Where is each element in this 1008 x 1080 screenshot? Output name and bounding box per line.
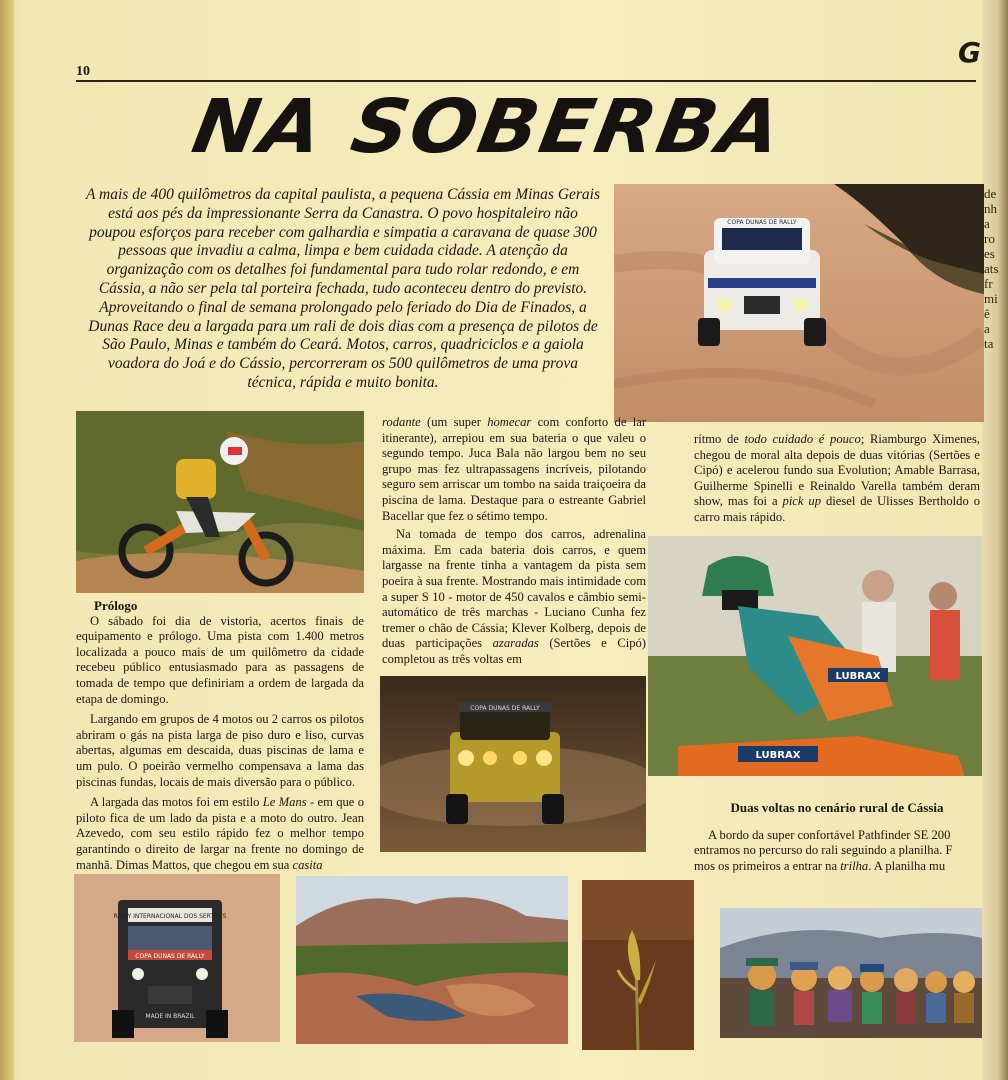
paragraph: A bordo da super confortável Pathfinder SE 200 [708, 827, 951, 842]
headline: NA SOBERBA [186, 84, 790, 170]
photo-rally-car-dirt [614, 184, 984, 422]
column-2 [382, 415, 646, 668]
emphasis: pick up [782, 494, 822, 509]
page-right-edge [982, 0, 1008, 1080]
text-run: (um super [420, 415, 488, 429]
edge-word: mi [984, 291, 998, 306]
photo-jeep-night [380, 676, 646, 852]
edge-word: a [984, 321, 990, 336]
paragraph [382, 527, 646, 667]
next-page-fragment [984, 186, 1008, 351]
edge-word: ê [984, 306, 990, 321]
truck-front-banner: COPA DUNAS DE RALLY [135, 953, 205, 960]
paragraph: Largando em grupos de 4 motos ou 2 carros os pilotos abriram o gás na pista larga de piso duro e liso, curvas abertas, algumas em descaida, duas piscinas de lama e um pulo. O poeirão vermelho compensava a lama das piscinas fundas, locais de mais diversão para o público. [76, 712, 364, 789]
column-1 [76, 598, 364, 873]
emphasis: azaradas [492, 636, 539, 651]
edge-word: de [984, 186, 997, 201]
photo-wild-plant [582, 880, 694, 1050]
text-run: . A planilha mu [868, 858, 946, 873]
paragraph [382, 415, 646, 524]
intro-paragraph: A mais de 400 quilômetros da capital paulista, a pequena Cássia em Minas Gerais está aos pés da impressionante Serra da Canastra. O povo hospitaleiro não poupou esforços para receber com galhardia e simpatia a caravana de quase 300 pessoas que invadiu a calma, limpa e bem cuidada cidade. A atenção da organização com os detalhes foi fundamental para tudo rolar redondo, e em Cássia, a não ser pela tal porteira fechada, tudo aconteceu dentro do previsto. Aproveitando o final de semana prolongado pelo feriado do Dia de Finados, a Dunas Race deu a largada para um rali de dois dias com a presença de pilotos de São Paulo, Minas e também do Ceará. Motos, carros, quadriciclos e a gaiola voadora do Joá e do Cássio, percorreram os 500 quilômetros de uma prova técnica, rápida e muito bonita. [85, 186, 601, 391]
edge-word: ats [984, 261, 999, 276]
rider-brand: LUBRAX [835, 671, 881, 682]
paragraph-line [694, 859, 980, 875]
photo-truck-front [74, 874, 280, 1042]
text-run: Na tomada de tempo dos carros, adrenalina máxima. Em cada bateria dois carros, e quem largasse na frente tinha a vantagem da pista sem poeira à sua frente. Mostrando mais intimidade com a super S 10 - motor de 450 cavalos e câmbio semi-automático de três marchas - Luciano Cunha fez tremer o chão de Cássia; Klever Kolberg, depois de duas participações [382, 527, 646, 651]
emphasis: homecar [487, 415, 532, 429]
truck-front-top: RALLY INTERNACIONAL DOS SERTÕES [113, 913, 227, 920]
paragraph: O sábado foi dia de vistoria, acertos finais de equipamento e prólogo. Uma pista com 1.400 metros localizada a pouco mais de um quilômetro da cidade recebeu público entusiasmado para as passagens de tomada de tempo que definiriam a ordem de largada da etapa de domingo. [76, 613, 364, 706]
text-run: - em que o piloto fica de um lado da pista e a moto do outro. Jean Azevedo, com seu estilo rápido fez o melhor tempo garantindo o direito de largar na frente no domingo de manhã. Dimas Mattos, que chegou em sua [76, 795, 364, 872]
page-number: 10 [76, 64, 90, 79]
text-run: com conforto de lar itinerante), arrepiou em sua bateria o que valeu o segundo tempo. Juca Bala não largou bem no seu grupo mas fez ultrapassagens incríveis, pilotando seguro sem arriscar um tombo na saida traiçoeira da piscina de lama. Destaque para o estreante Gabriel Bacellar que fez o sétimo tempo. [382, 415, 647, 523]
column-3-lower [694, 800, 980, 874]
edge-word: ro [984, 231, 995, 246]
photo-figurines [720, 908, 982, 1038]
text-run: rítmo de [694, 432, 745, 446]
page-binding [0, 0, 14, 1080]
header-rule [76, 80, 976, 82]
bike-brand: LUBRAX [755, 750, 801, 761]
edge-word: ta [984, 336, 994, 351]
text-run: (Sertões e Cipó) completou as três voltas em [382, 636, 647, 666]
text-run: ; Riamburgo Ximenes, chegou de moral alta depois de duas vitórias (Sertões e Cipó) e acelerou fundo sua Evolution; Amable Barrasa, Guilherme Spinelli e Reinaldo Varella também deram show, mas foi a [694, 432, 981, 509]
section-heading-prologo: Prólogo [94, 598, 138, 613]
emphasis: casita [292, 857, 323, 872]
paragraph [694, 432, 980, 526]
edge-word: es [984, 246, 995, 261]
emphasis: Le Mans [262, 795, 307, 810]
text-run: mos os primeiros a entrar na [694, 858, 841, 873]
emphasis: trilha [840, 858, 869, 873]
text-run: A largada das motos foi em estilo [90, 795, 263, 810]
photo-rider-closeup [648, 536, 982, 776]
column-3 [694, 432, 980, 526]
emphasis: todo cuidado é pouco [744, 432, 861, 446]
corner-logo: G [958, 36, 980, 69]
edge-word: nh [984, 201, 997, 216]
photo-serra-canastra-landscape [296, 876, 568, 1044]
truck-top-banner: COPA DUNAS DE RALLY [727, 219, 797, 226]
emphasis: rodante [382, 415, 421, 429]
paragraph [76, 795, 364, 873]
section-heading-duas-voltas: Duas voltas no cenário rural de Cássia [730, 800, 944, 815]
paragraph-line: entramos no percurso do rali seguindo a planilha. F [694, 843, 953, 858]
text-run: diesel de Ulisses Bertholdo o carro mais rápido. [694, 494, 981, 524]
jeep-banner: COPA DUNAS DE RALLY [470, 705, 540, 712]
truck-plate: MADE IN BRAZIL [145, 1013, 195, 1020]
photo-motorbike-rider [76, 411, 364, 593]
edge-word: fr [984, 276, 993, 291]
edge-word: a [984, 216, 990, 231]
